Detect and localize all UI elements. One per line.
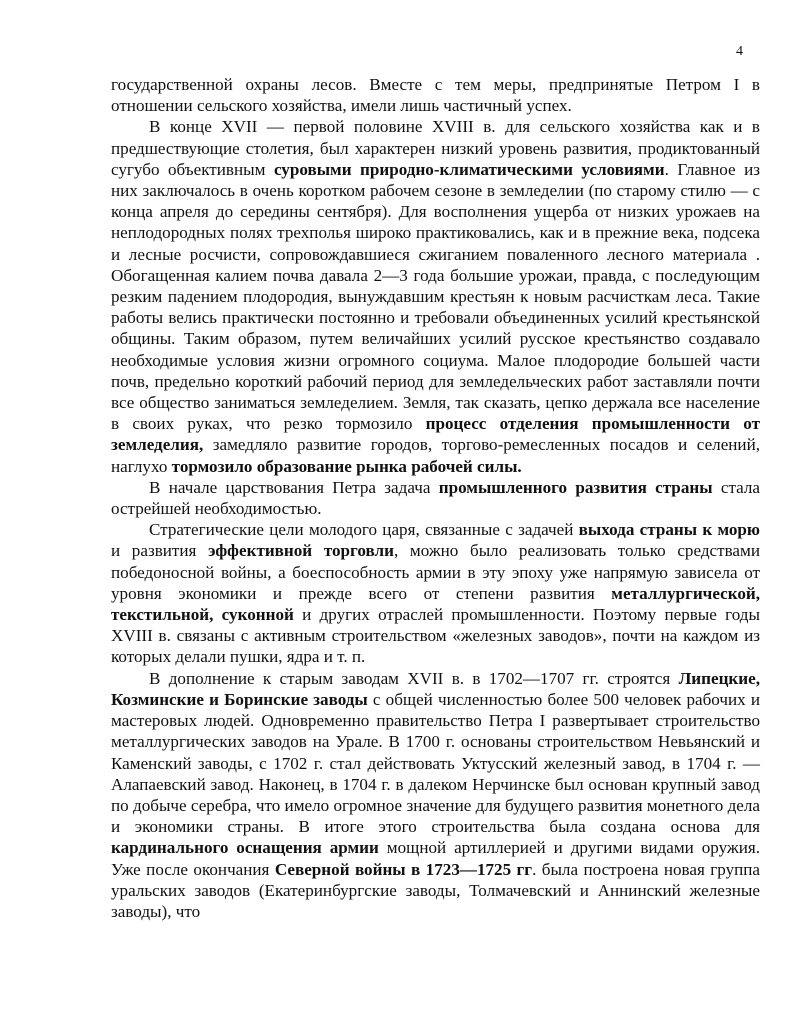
- bold-text-run: Северной войны в 1723—1725 гг: [274, 859, 533, 879]
- text-run: В конце XVII — первой половине XVIII в. для сельского хозяйства как и в предшествующие столетия, был характерен низкий уровень развития, продиктованный сугубо объективным: [111, 117, 760, 179]
- bold-text-run: Липецкие, Козминские и Боринские заводы: [111, 668, 760, 709]
- bold-text-run: тормозило образование рынка рабочей силы.: [171, 456, 522, 476]
- paragraph: [111, 116, 760, 476]
- bold-text-run: выхода страны к морю: [578, 520, 760, 540]
- paragraph: [111, 477, 760, 519]
- text-run: стала острейшей необходимостью.: [111, 477, 760, 519]
- text-run: Стратегические цели молодого царя, связанные с задачей: [149, 520, 579, 540]
- bold-text-run: кардинального оснащения армии: [111, 838, 379, 858]
- text-run: и других отраслей промышленности. Поэтому первые годы XVIII в. связаны с активным строительством «железных заводов», почти на каждом из которых делали пушки, ядра и т. п.: [111, 605, 760, 667]
- text-run: с общей численностью более 500 человек рабочих и мастеровых людей. Одновременно правительство Петра I развертывает строительство металлургических заводов на Урале. В 1700 г. основаны строительством Невьянский и Каменский заводы, с 1702 г. стал действовать Уктусский железный завод, в 1704 г. — Алапаевский завод. Наконец, в 1704 г. в далеком Нерчинске был основан крупный завод по добыче серебра, что имело огромное значение для будущего развития монетного дела и экономики страны. В итоге этого строительства была создана основа для: [111, 689, 760, 837]
- paragraph: [111, 668, 760, 922]
- text-run: замедляло развитие городов, торгово-ремесленных посадов и селений, наглухо: [111, 435, 760, 476]
- bold-text-run: металлургической, текстильной, суконной: [111, 583, 760, 625]
- text-run: В начале царствования Петра задача: [149, 477, 439, 497]
- bold-text-run: эффективной торговли: [208, 541, 394, 561]
- text-run: . Главное из них заключалось в очень коротком рабочем сезоне в земледелии (по старому стилю — с конца апреля до середины сентября). Для восполнения ущерба от низких урожаев на неплодородных полях трехполья широко практиковались, как и в прежние века, подсека и лесные росчисти, сопровождавшиеся сжиганием поваленного лесного материала . Обогащенная калием почва давала 2—3 года большие урожаи, правда, с последующим резким падением плодородия, вынуждавшим крестьян к новым расчисткам леса. Такие работы велись практически постоянно и требовали объединенных усилий крестьянской общины. Таким образом, путем величайших усилий русское крестьянство создавало необходимые условия жизни огромного социума. Малое плодородие большей части почв, предельно короткий рабочий период для земледельческих работ заставляли почти все общество заниматься земледелием. Земля, так сказать, цепко держала все население в своих руках, что резко тормозило: [111, 159, 761, 434]
- bold-text-run: процесс отделения промышленности от земледелия,: [111, 414, 760, 455]
- text-run: В дополнение к старым заводам XVII в. в 1702—1707 гг. строятся: [149, 668, 679, 688]
- text-run: и развития: [111, 541, 209, 561]
- text-run: мощной артиллерией и другими видами оружия. Уже после окончания: [111, 838, 760, 879]
- text-run: . была построена новая группа уральских заводов (Екатеринбургские заводы, Толмачевский и Аннинский железные заводы), что: [111, 859, 761, 921]
- bold-text-run: промышленного развития страны: [438, 477, 713, 497]
- paragraph: [111, 519, 760, 667]
- text-run: , можно было реализовать только средствами победоносной войны, а боеспособность армии в эту эпоху уже напрямую зависела от уровня экономики и прежде всего от степени развития: [111, 541, 760, 603]
- text-run: государственной охраны лесов. Вместе с тем меры, предпринятые Петром I в отношении сельского хозяйства, имели лишь частичный успех.: [111, 75, 760, 116]
- page-number: 4: [736, 44, 743, 59]
- bold-text-run: суровыми природно-климатическими условиями: [273, 159, 665, 179]
- document-body: [111, 74, 760, 922]
- paragraph: [111, 74, 760, 116]
